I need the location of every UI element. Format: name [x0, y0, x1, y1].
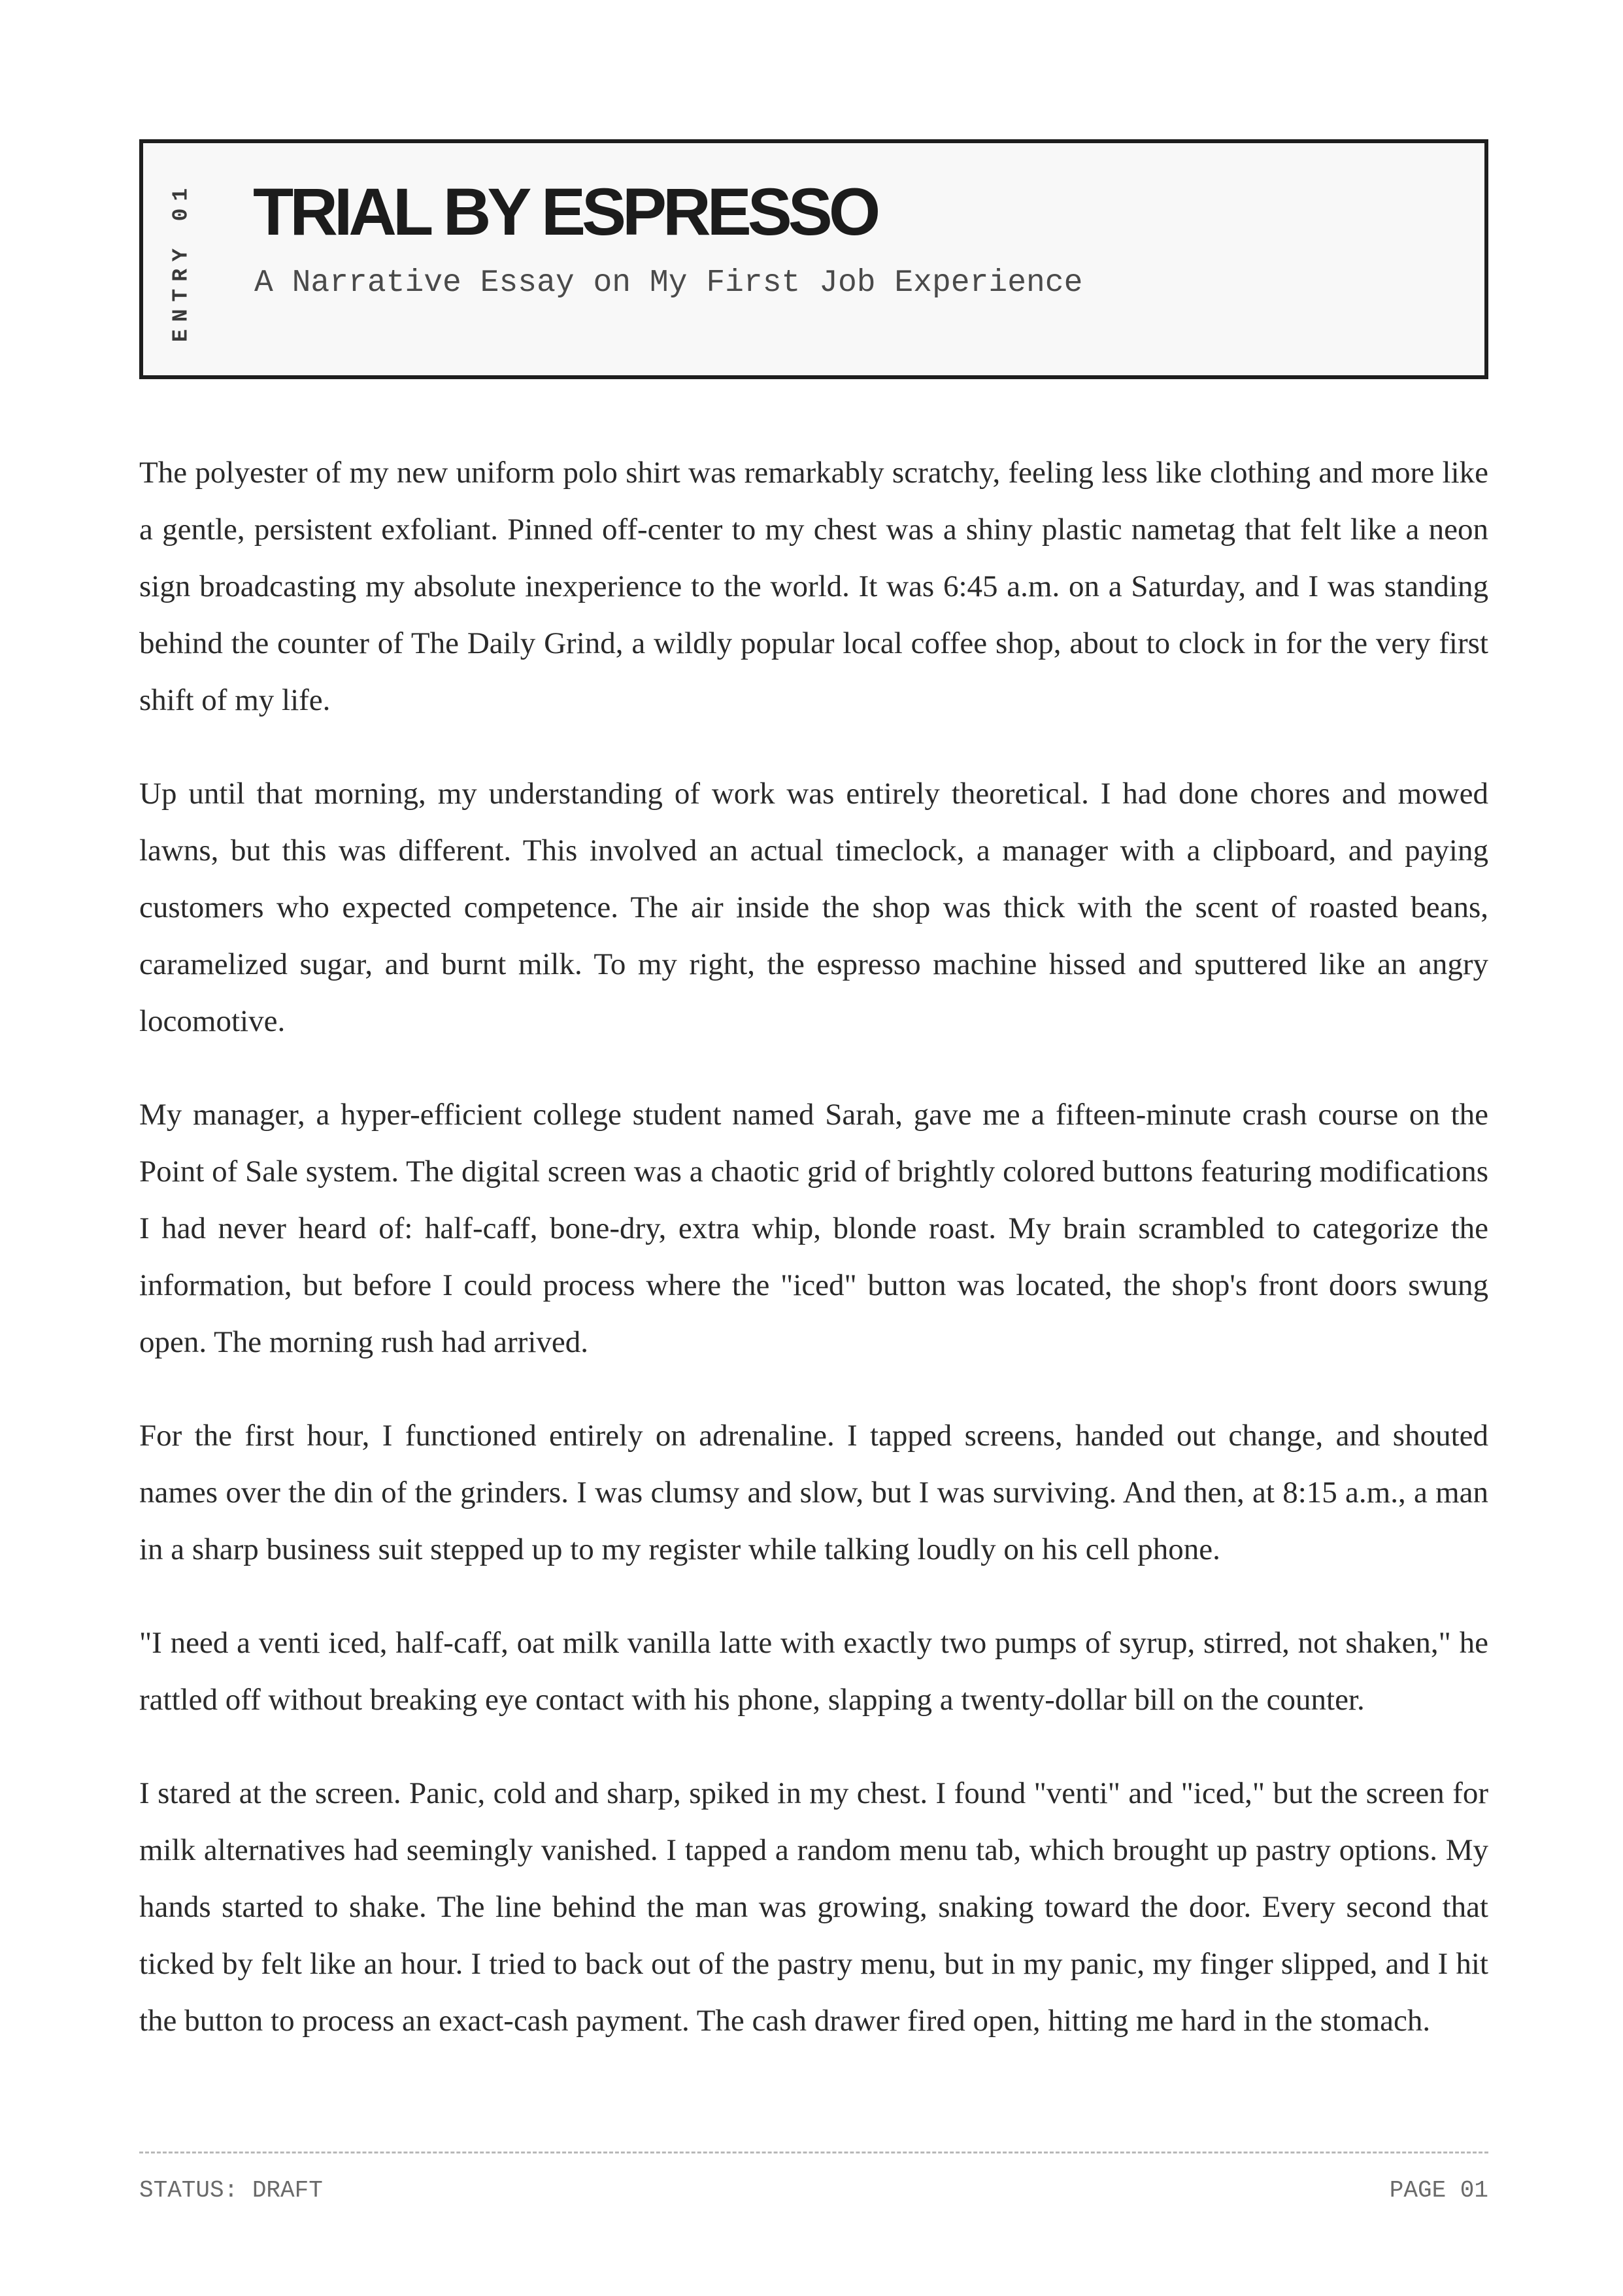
- status-label: STATUS: DRAFT: [139, 2177, 323, 2204]
- paragraph-6: I stared at the screen. Panic, cold and sharp, spiked in my chest. I found "venti" and "iced," but the screen for milk alternatives had seemingly vanished. I tapped a random menu tab, which brought up pastry options. My hands started to shake. The line behind the man was growing, snaking toward the door. Every second that ticked by felt like an hour. I tried to back out of the pastry menu, but in my panic, my finger slipped, and I hit the button to process an exact-cash payment. The cash drawer fired open, hitting me hard in the stomach.: [139, 1776, 1488, 2038]
- page-number: PAGE 01: [1389, 2177, 1488, 2204]
- essay-body: [139, 445, 1488, 2086]
- document-title: TRIAL BY ESPRESSO: [253, 175, 877, 249]
- paragraph-2: Up until that morning, my understanding of work was entirely theoretical. I had done chores and mowed lawns, but this was different. This involved an actual timeclock, a manager with a clipboard, and paying customers who expected competence. The air inside the shop was thick with the scent of roasted beans, caramelized sugar, and burnt milk. To my right, the espresso machine hissed and sputtered like an angry locomotive.: [139, 777, 1488, 1038]
- entry-label: ENTRY 01: [169, 180, 193, 343]
- paragraph-5: "I need a venti iced, half-caff, oat milk vanilla latte with exactly two pumps of syrup, stirred, not shaken," he rattled off without breaking eye contact with his phone, slapping a twenty-dollar bill on the counter.: [139, 1626, 1488, 1717]
- footer-divider: [139, 2152, 1488, 2153]
- paragraph-4: For the first hour, I functioned entirely on adrenaline. I tapped screens, handed out change, and shouted names over the din of the grinders. I was clumsy and slow, but I was surviving. And then, at 8:15 a.m., a man in a sharp business suit stepped up to my register while talking loudly on his cell phone.: [139, 1419, 1488, 1566]
- paragraph-1: The polyester of my new uniform polo shirt was remarkably scratchy, feeling less like clothing and more like a gentle, persistent exfoliant. Pinned off-center to my chest was a shiny plastic nametag that felt like a neon sign broadcasting my absolute inexperience to the world. It was 6:45 a.m. on a Saturday, and I was standing behind the counter of The Daily Grind, a wildly popular local coffee shop, about to clock in for the very first shift of my life.: [139, 456, 1488, 717]
- document-subtitle: A Narrative Essay on My First Job Experience: [254, 265, 1083, 301]
- paragraph-3: My manager, a hyper-efficient college student named Sarah, gave me a fifteen-minute crash course on the Point of Sale system. The digital screen was a chaotic grid of brightly colored buttons featuring modifications I had never heard of: half-caff, bone-dry, extra whip, blonde roast. My brain scrambled to categorize the information, but before I could process where the "iced" button was located, the shop's front doors swung open. The morning rush had arrived.: [139, 1098, 1488, 1359]
